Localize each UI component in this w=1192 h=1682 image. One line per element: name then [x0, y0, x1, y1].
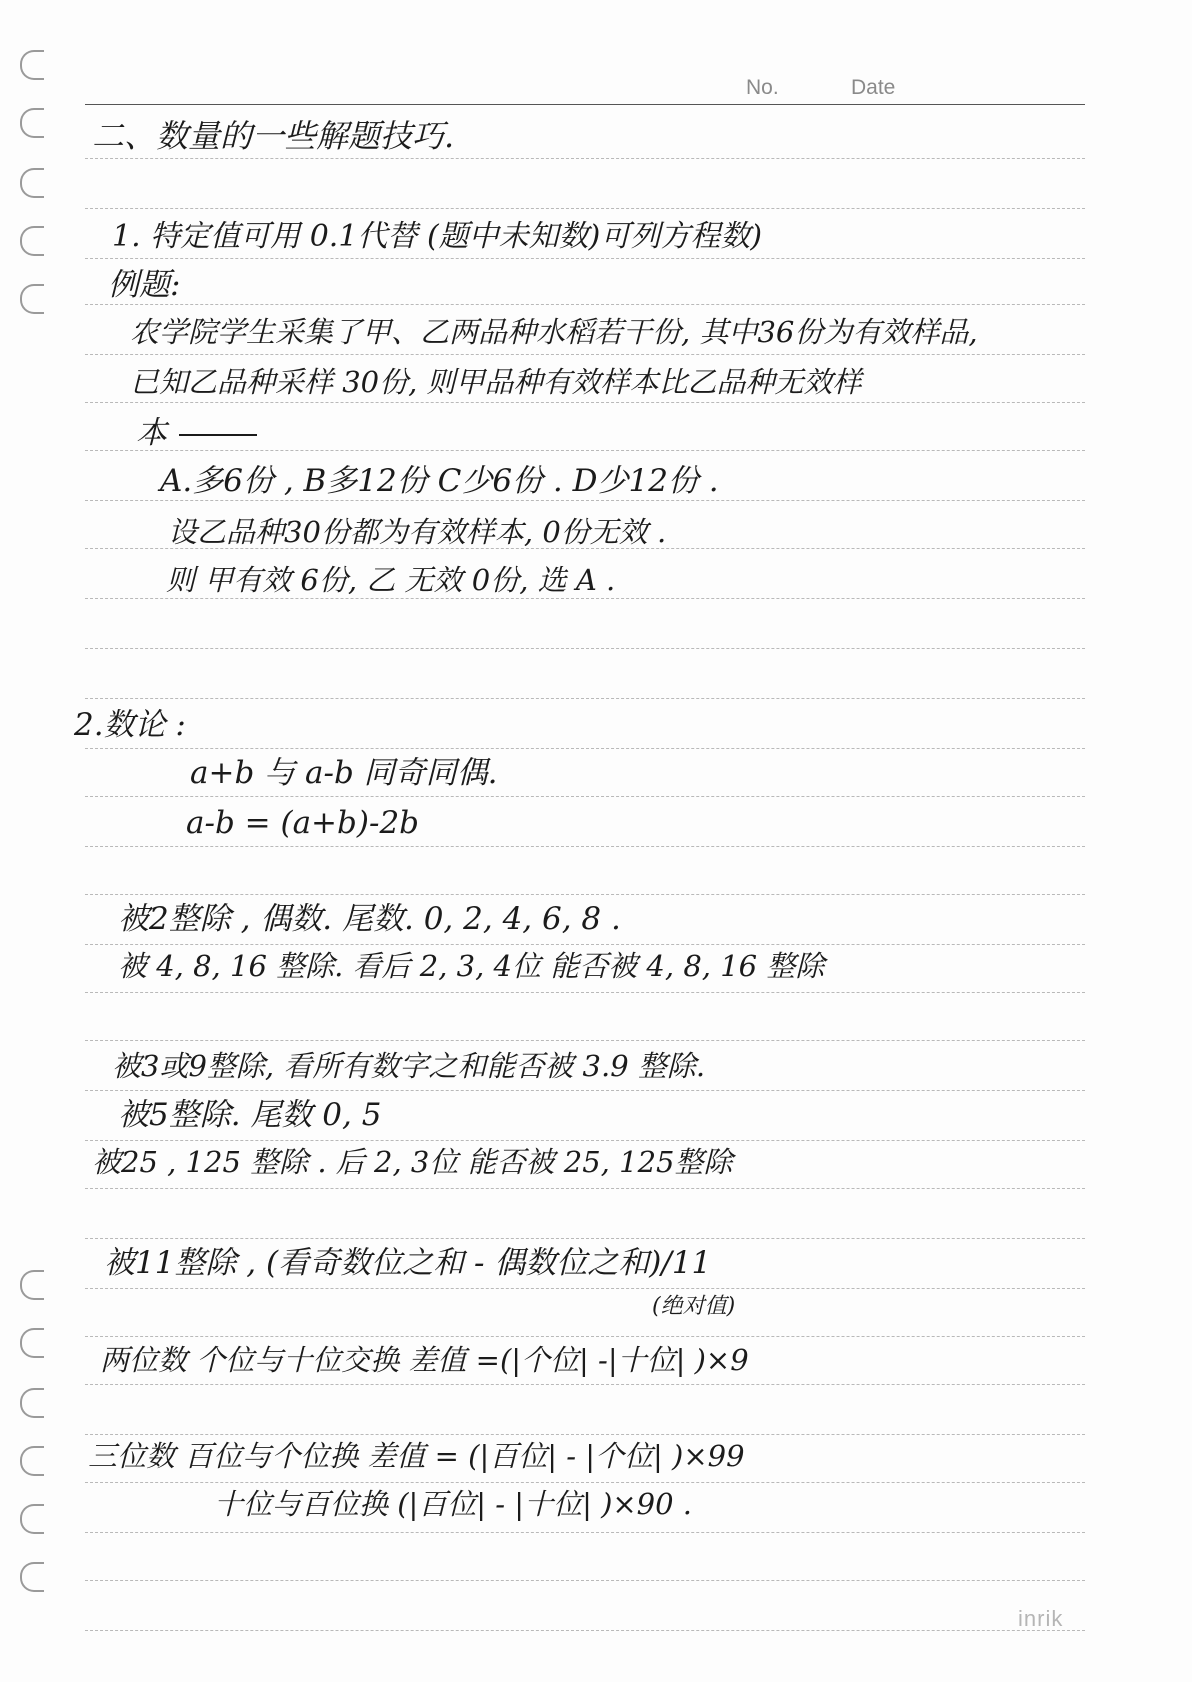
binder-hole — [20, 108, 44, 138]
absolute-value-note: (绝对值) — [652, 1294, 736, 1319]
three-digit-rule-2: 十位与百位换 (|百位| - |十位| )×90 . — [214, 1487, 693, 1521]
no-label: No. — [746, 76, 779, 99]
binder-hole — [20, 1504, 44, 1534]
ruled-line — [85, 258, 1085, 259]
ruled-line — [85, 1532, 1085, 1533]
ruled-line — [85, 450, 1085, 451]
ruled-line — [85, 1434, 1085, 1435]
ruled-line — [85, 698, 1085, 699]
ruled-line — [85, 1188, 1085, 1189]
ruled-line — [85, 648, 1085, 649]
ruled-line — [85, 354, 1085, 355]
s2-heading: 2.数论 : — [74, 707, 186, 743]
ruled-line — [85, 1336, 1085, 1337]
ruled-line — [85, 1288, 1085, 1289]
rule-div-5: 被5整除. 尾数 0, 5 — [118, 1097, 382, 1133]
rule-div-2: 被2整除 , 偶数. 尾数. 0, 2, 4, 6, 8 . — [118, 901, 621, 937]
answer-blank — [179, 434, 257, 436]
ruled-line — [85, 208, 1085, 209]
solution-line-2: 则 甲有效 6份, 乙 无效 0份, 选 A . — [166, 563, 616, 597]
ruled-line — [85, 748, 1085, 749]
options-line: A.多6份 , B多12份 C少6份 . D少12份 . — [160, 463, 719, 499]
binder-hole — [20, 226, 44, 256]
ruled-line — [85, 1140, 1085, 1141]
ruled-line — [85, 598, 1085, 599]
ruled-line — [85, 992, 1085, 993]
two-digit-rule: 两位数 个位与十位交换 差值 =(|个位| -|十位| )×9 — [100, 1343, 749, 1377]
header-rule — [85, 104, 1085, 105]
date-label: Date — [851, 76, 896, 99]
ruled-line — [85, 944, 1085, 945]
brand-watermark: inrik — [1018, 1606, 1064, 1631]
formula-line: a-b = (a+b)-2b — [186, 805, 420, 841]
three-digit-rule-1: 三位数 百位与个位换 差值 = (|百位| - |个位| )×99 — [88, 1439, 745, 1473]
ruled-line — [85, 158, 1085, 159]
rule-div-11: 被11整除 , (看奇数位之和 - 偶数位之和)/11 — [104, 1245, 712, 1281]
binder-hole — [20, 1562, 44, 1592]
binder-hole — [20, 1328, 44, 1358]
binder-hole — [20, 1270, 44, 1300]
parity-line: a+b 与 a-b 同奇同偶. — [190, 755, 498, 791]
rule-div-3-9: 被3或9整除, 看所有数字之和能否被 3.9 整除. — [112, 1049, 706, 1083]
s1-heading: 1. 特定值可用 0.1代替 (题中未知数)可列方程数) — [112, 219, 763, 254]
section-title: 二、数量的一些解题技巧. — [92, 117, 455, 155]
ruled-line — [85, 894, 1085, 895]
solution-line-1: 设乙品种30份都为有效样本, 0份无效 . — [168, 515, 667, 549]
question-line-2: 已知乙品种采样 30份, 则甲品种有效样本比乙品种无效样 — [130, 365, 862, 399]
ruled-line — [85, 846, 1085, 847]
question-line-3-text: 本 — [136, 415, 167, 451]
ruled-line — [85, 402, 1085, 403]
ruled-line — [85, 1630, 1085, 1631]
rule-div-25-125: 被25 , 125 整除 . 后 2, 3位 能否被 25, 125整除 — [92, 1145, 733, 1179]
binder-hole — [20, 284, 44, 314]
ruled-line — [85, 1580, 1085, 1581]
ruled-line — [85, 796, 1085, 797]
binder-hole — [20, 168, 44, 198]
binder-hole — [20, 1388, 44, 1418]
ruled-line — [85, 500, 1085, 501]
binder-hole — [20, 1446, 44, 1476]
rule-div-4-8-16: 被 4, 8, 16 整除. 看后 2, 3, 4位 能否被 4, 8, 16 整除 — [118, 949, 825, 983]
ruled-line — [85, 304, 1085, 305]
example-label: 例题: — [108, 267, 181, 303]
ruled-line — [85, 1040, 1085, 1041]
ruled-line — [85, 1090, 1085, 1091]
question-line-1: 农学院学生采集了甲、乙两品种水稻若干份, 其中36份为有效样品, — [130, 315, 978, 349]
ruled-line — [85, 1384, 1085, 1385]
ruled-line — [85, 1238, 1085, 1239]
binder-hole — [20, 50, 44, 80]
ruled-line — [85, 1482, 1085, 1483]
question-line-3 — [136, 415, 257, 451]
